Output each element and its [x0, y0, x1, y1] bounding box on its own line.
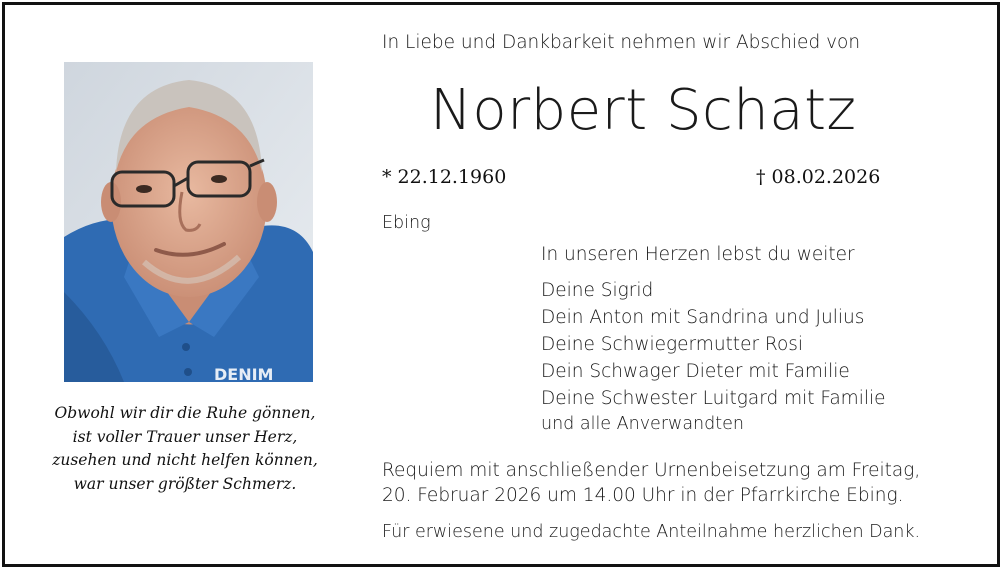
mourner-entry: Deine Sigrid — [541, 280, 654, 301]
service-info — [382, 458, 920, 508]
shirt-print-text: DENIM — [214, 365, 274, 382]
mourner-entry: Deine Schwiegermutter Rosi — [541, 334, 804, 355]
service-line: 20. Februar 2026 um 14.00 Uhr in der Pfarrkirche Ebing. — [382, 485, 904, 506]
intro-text: In Liebe und Dankbarkeit nehmen wir Abschied von — [382, 32, 861, 53]
verse-line: ist voller Trauer unser Herz, — [72, 427, 298, 446]
place-name: Ebing — [382, 213, 431, 233]
mourners-list — [541, 277, 886, 436]
portrait-illustration — [64, 62, 313, 382]
motto-text: In unseren Herzen lebst du weiter — [541, 244, 855, 265]
verse-line: zusehen und nicht helfen können, — [52, 451, 318, 469]
birth-date: * 22.12.1960 — [382, 166, 507, 188]
portrait-photo — [64, 62, 313, 382]
death-date: † 08.02.2026 — [756, 166, 881, 188]
mourner-entry: Deine Schwester Luitgard mit Familie — [541, 388, 886, 409]
thanks-text: Für erwiesene und zugedachte Anteilnahme herzlichen Dank. — [382, 522, 921, 542]
service-line: Requiem mit anschließender Urnenbeisetzung am Freitag, — [382, 460, 921, 481]
memorial-verse — [40, 402, 330, 496]
deceased-name: Norbert Schatz — [430, 78, 857, 143]
mourner-entry: Dein Anton mit Sandrina und Julius — [541, 307, 865, 328]
mourner-entry: Dein Schwager Dieter mit Familie — [541, 361, 850, 382]
verse-line: Obwohl wir dir die Ruhe gönnen, — [54, 404, 316, 422]
mourner-entry: und alle Anverwandten — [541, 414, 744, 434]
verse-line: war unser größter Schmerz. — [73, 474, 297, 493]
